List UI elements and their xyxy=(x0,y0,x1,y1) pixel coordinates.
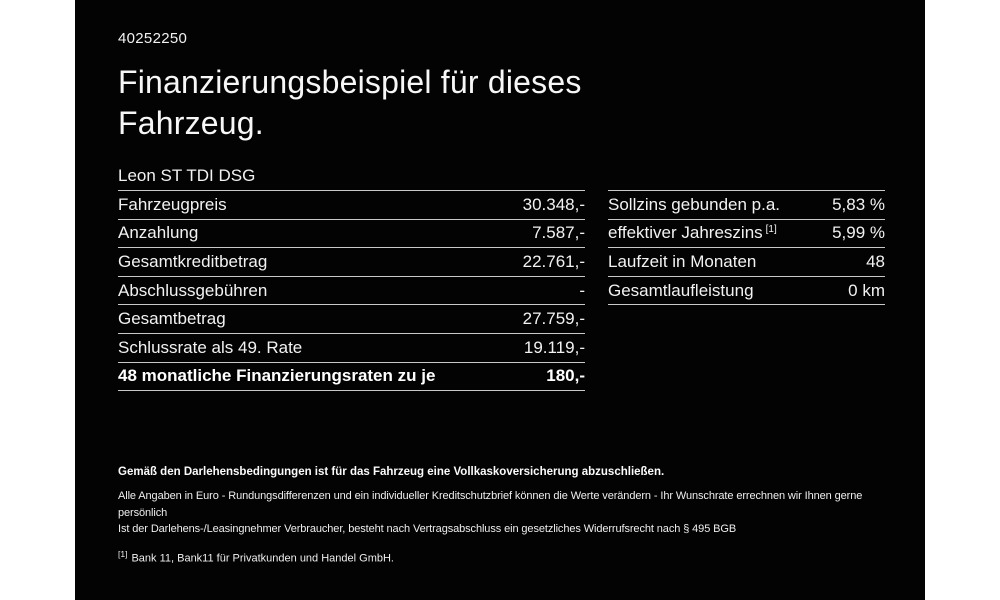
table-row xyxy=(608,248,885,277)
table-row xyxy=(608,220,885,249)
table-row xyxy=(608,191,885,220)
row-value: 7.587,- xyxy=(532,223,585,243)
financing-table xyxy=(118,190,585,391)
row-label: Anzahlung xyxy=(118,223,199,243)
row-value: 30.348,- xyxy=(522,194,585,214)
footnote-ref: [1] xyxy=(765,223,777,235)
page-title-line2: Fahrzeug. xyxy=(118,105,264,141)
row-value: 180,- xyxy=(546,366,585,386)
insurance-note: Gemäß den Darlehensbedingungen ist für das Fahrzeug eine Vollkaskoversicherung abzuschließen. xyxy=(118,466,665,478)
listing-id: 40252250 xyxy=(118,30,188,47)
bank-footnote xyxy=(118,547,884,566)
table-row xyxy=(118,277,585,306)
table-row xyxy=(118,305,585,334)
footnote-marker: [1] xyxy=(118,548,128,559)
row-value: 5,99 % xyxy=(832,223,885,243)
page-title-line1: Finanzierungsbeispiel für dieses xyxy=(118,64,582,100)
table-row xyxy=(118,363,585,392)
row-value: - xyxy=(579,280,585,300)
disclaimer-line-2: Ist der Darlehens-/Leasingnehmer Verbraucher, besteht nach Vertragsabschluss ein gesetzliches Widerrufsrecht nach § 495 BGB xyxy=(118,523,737,535)
row-value: 22.761,- xyxy=(522,251,585,271)
table-row xyxy=(118,334,585,363)
disclaimer-line-1: Alle Angaben in Euro - Rundungsdifferenzen und ein individueller Kreditschutzbrief können die Werte verändern - Ihr Wunschrate errechnen wir Ihnen gerne persönlich xyxy=(118,490,863,519)
row-value: 27.759,- xyxy=(522,309,585,329)
row-label: Schlussrate als 49. Rate xyxy=(118,337,303,357)
row-label: Gesamtbetrag xyxy=(118,309,226,329)
conditions-table xyxy=(608,190,885,391)
row-label: Fahrzeugpreis xyxy=(118,194,227,214)
row-value: 0 km xyxy=(848,280,885,300)
row-value: 48 xyxy=(866,251,885,271)
row-value: 5,83 % xyxy=(832,194,885,214)
table-row xyxy=(118,191,585,220)
table-row xyxy=(608,277,885,306)
financing-panel xyxy=(75,0,925,600)
vehicle-model: Leon ST TDI DSG xyxy=(118,166,256,185)
page-title xyxy=(118,62,582,144)
row-label: 48 monatliche Finanzierungsraten zu je xyxy=(118,366,436,386)
row-label: Laufzeit in Monaten xyxy=(608,251,757,271)
row-label: Gesamtkreditbetrag xyxy=(118,251,268,271)
table-row xyxy=(118,248,585,277)
row-value: 19.119,- xyxy=(523,337,585,357)
tables-area xyxy=(118,190,885,391)
row-label: Abschlussgebühren xyxy=(118,280,268,300)
table-row xyxy=(118,220,585,249)
row-label: Gesamtlaufleistung xyxy=(608,280,754,300)
row-label: Sollzins gebunden p.a. xyxy=(608,194,781,214)
legal-footer xyxy=(118,465,884,565)
footnote-text: Bank 11, Bank11 für Privatkunden und Handel GmbH. xyxy=(131,552,394,565)
row-label: effektiver Jahreszins [1] xyxy=(608,223,777,243)
